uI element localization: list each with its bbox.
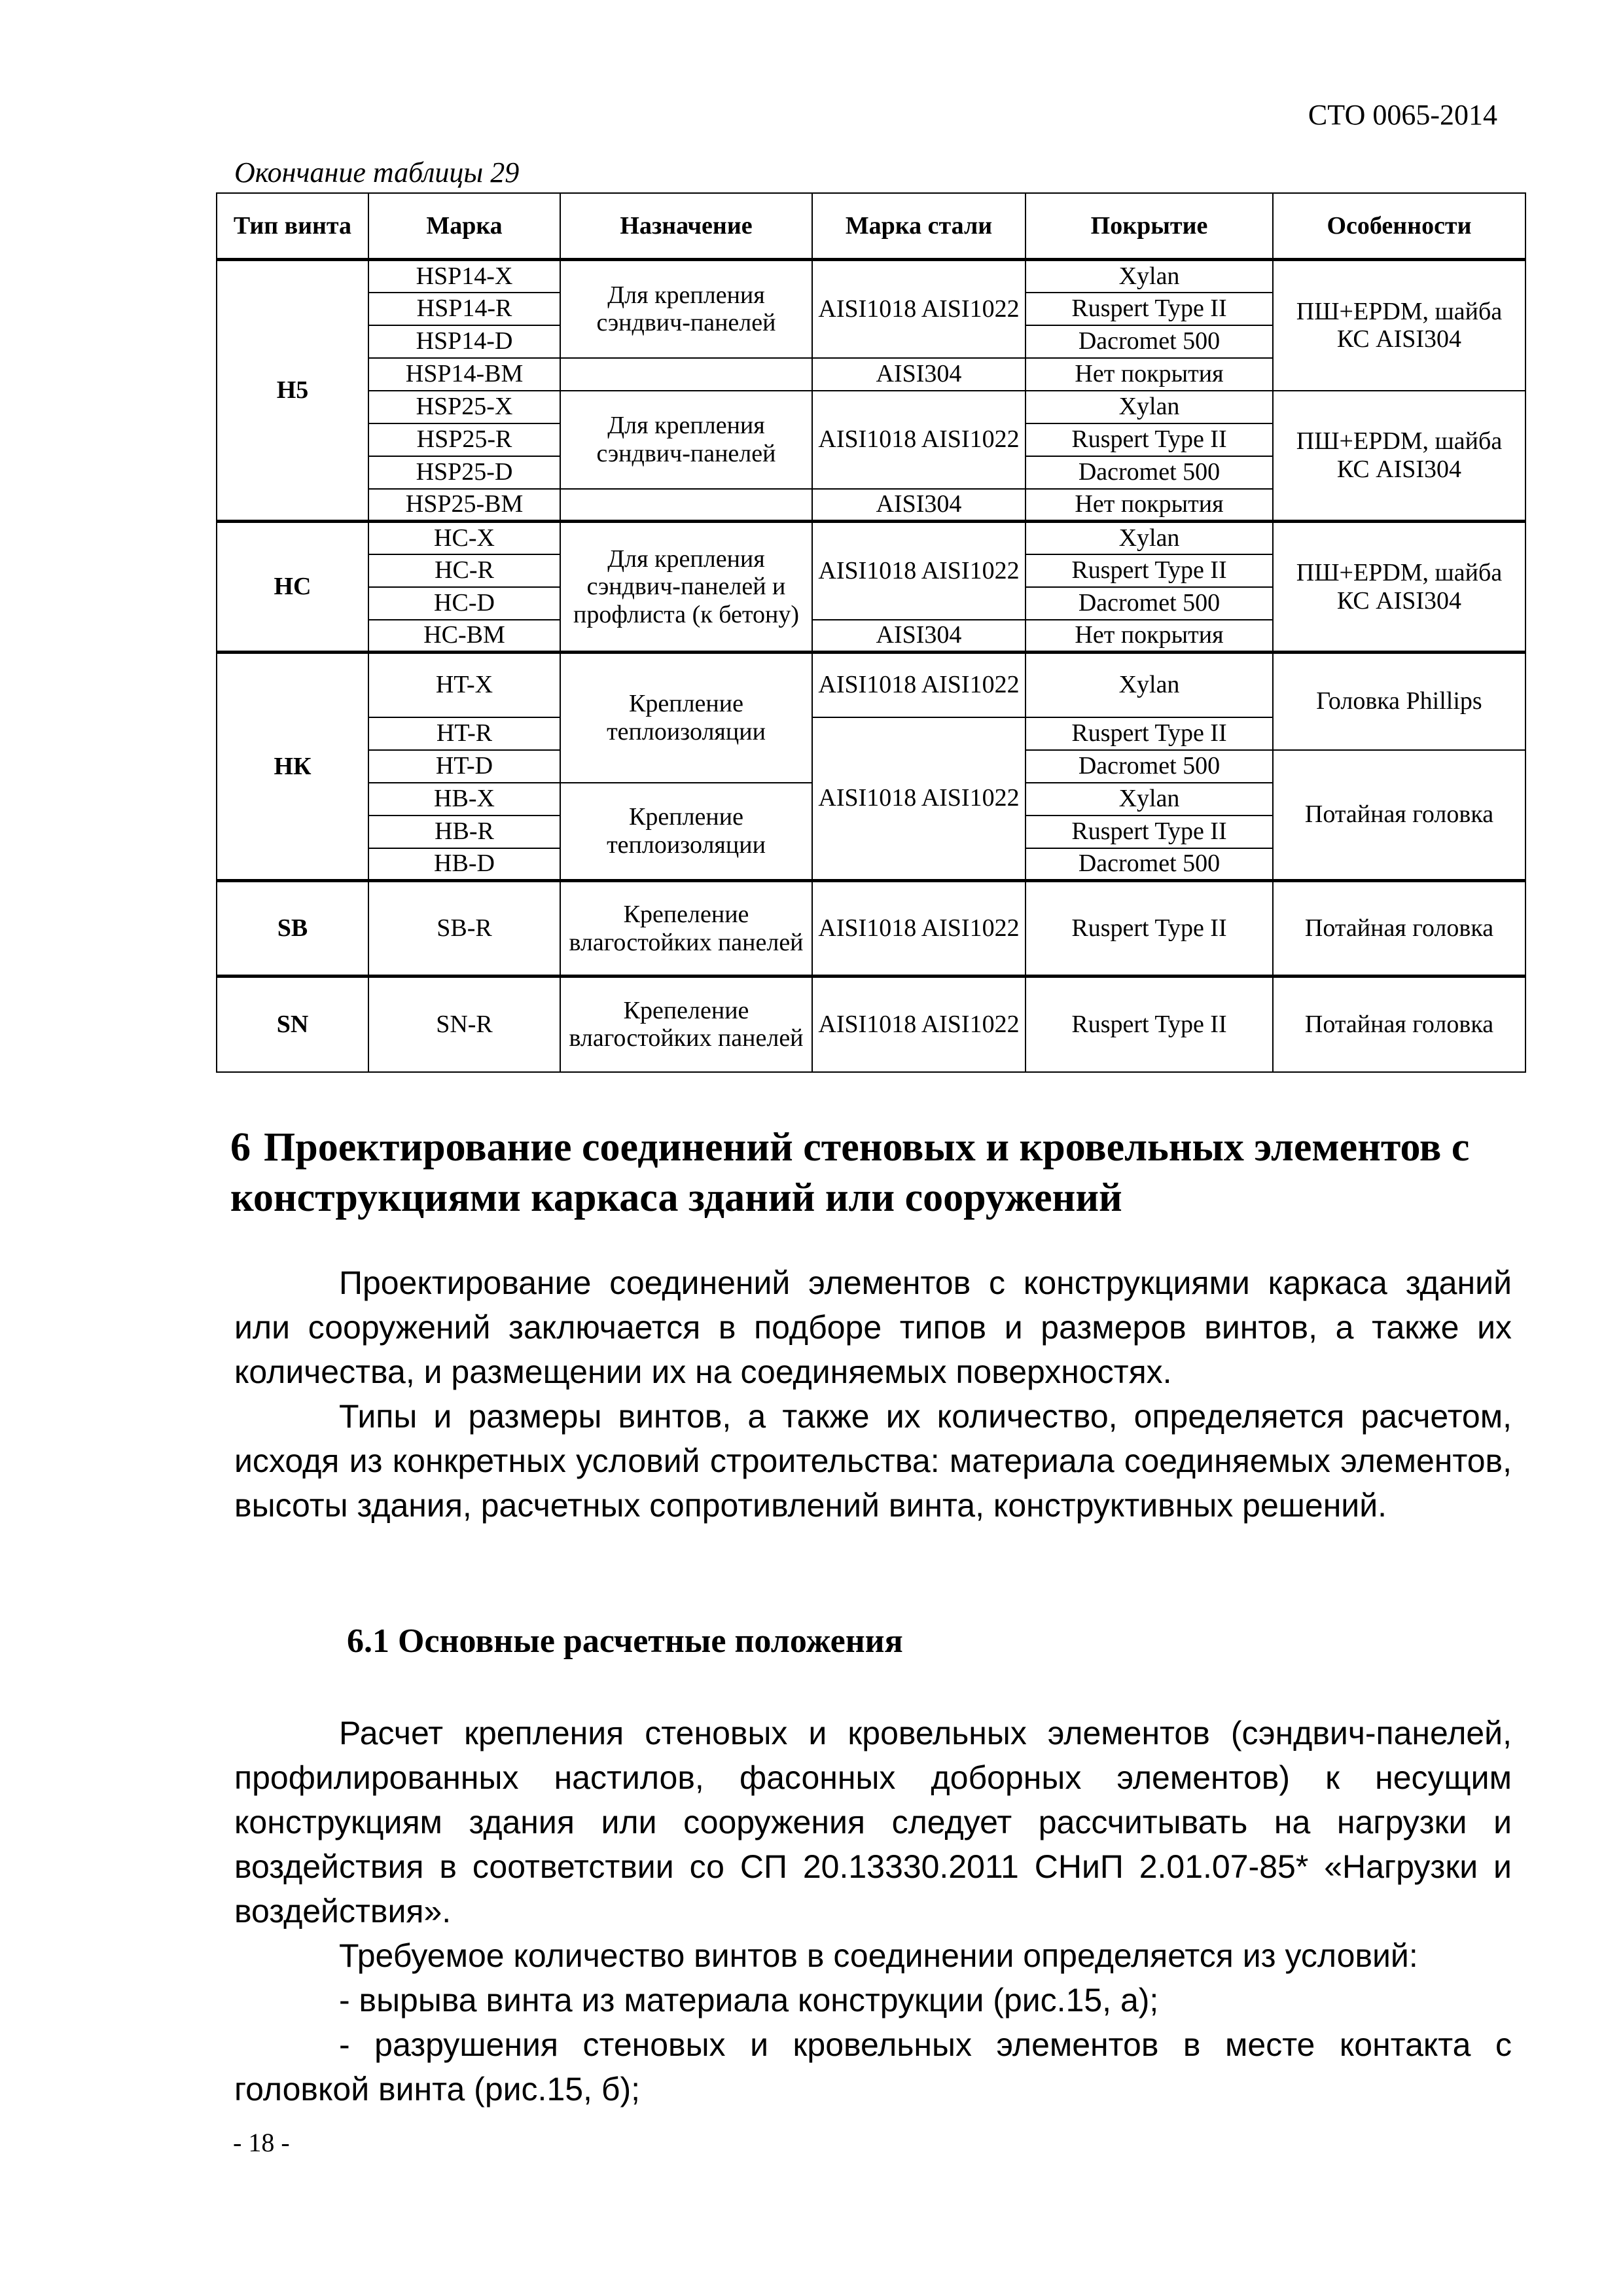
- steel-cell: AISI1018 AISI1022: [812, 260, 1026, 358]
- purpose-cell-empty: [560, 489, 812, 522]
- subsection-paragraph: Требуемое количество винтов в соединении определяется из условий:: [339, 1937, 1418, 1974]
- steel-cell: AISI1018 AISI1022: [812, 881, 1026, 977]
- screw-spec-table: [216, 192, 1526, 1073]
- screw-type-cell: SB: [217, 881, 368, 977]
- table-header-row: [217, 193, 1525, 260]
- steel-cell: AISI1018 AISI1022: [812, 522, 1026, 620]
- features-cell: Головка Phillips: [1273, 653, 1525, 750]
- document-code: СТО 0065-2014: [1308, 99, 1497, 131]
- header-steel-grade: Марка стали: [812, 193, 1026, 260]
- mark-cell: SB-R: [368, 881, 560, 977]
- table-row: [217, 260, 1525, 293]
- section-title-text: Проектирование соединений стеновых и кровельных элементов с конструкциями каркаса зданий или сооружений: [230, 1125, 1470, 1220]
- subsection-paragraph: Расчет крепления стеновых и кровельных элементов (сэндвич-панелей, профилированных настилов, фасонных доборных элементов) к несущим конструкциям здания или сооружения следует рассчитывать на нагрузки и воздействия в соответствии со СП 20.13330.2011 СНиП 2.01.07-85* «Нагрузки и воздействия».: [234, 1715, 1512, 1929]
- purpose-cell: Для крепления сэндвич-панелей: [560, 391, 812, 489]
- coating-cell: Dacromet 500: [1026, 325, 1273, 358]
- steel-cell: AISI304: [812, 489, 1026, 522]
- steel-cell: AISI1018 AISI1022: [812, 391, 1026, 489]
- header-mark: Марка: [368, 193, 560, 260]
- features-cell: ПШ+EPDM, шайба КС AISI304: [1273, 260, 1525, 391]
- mark-cell: HSP25-X: [368, 391, 560, 423]
- screw-type-cell: SN: [217, 977, 368, 1072]
- purpose-cell: Для крепления сэндвич-панелей и профлиста (к бетону): [560, 522, 812, 653]
- coating-cell: Xylan: [1026, 391, 1273, 423]
- coating-cell: Xylan: [1026, 522, 1273, 554]
- coating-cell: Dacromet 500: [1026, 587, 1273, 620]
- steel-cell: AISI1018 AISI1022: [812, 717, 1026, 881]
- steel-cell: AISI1018 AISI1022: [812, 653, 1026, 717]
- coating-cell: Xylan: [1026, 653, 1273, 717]
- mark-cell: HSP25-BM: [368, 489, 560, 522]
- coating-cell: Xylan: [1026, 783, 1273, 816]
- coating-cell: Ruspert Type II: [1026, 717, 1273, 750]
- coating-cell: Ruspert Type II: [1026, 816, 1273, 848]
- coating-cell: Ruspert Type II: [1026, 293, 1273, 325]
- table-row: [217, 391, 1525, 423]
- purpose-cell: Крепеление влагостойких панелей: [560, 977, 812, 1072]
- coating-cell: Ruspert Type II: [1026, 977, 1273, 1072]
- mark-cell: HC-X: [368, 522, 560, 554]
- table-row: [217, 653, 1525, 717]
- mark-cell: HSP25-R: [368, 423, 560, 456]
- coating-cell: Нет покрытия: [1026, 358, 1273, 391]
- mark-cell: HT-R: [368, 717, 560, 750]
- list-item: - вырыва винта из материала конструкции (рис.15, а);: [339, 1982, 1159, 2018]
- mark-cell: HC-D: [368, 587, 560, 620]
- mark-cell: HB-X: [368, 783, 560, 816]
- section-paragraph: Типы и размеры винтов, а также их количество, определяется расчетом, исходя из конкретных условий строительства: материала соединяемых элементов, высоты здания, расчетных сопротивлений винта, конструктивных решений.: [234, 1398, 1512, 1524]
- header-features: Особенности: [1273, 193, 1525, 260]
- table-row: [217, 522, 1525, 554]
- steel-cell: AISI1018 AISI1022: [812, 977, 1026, 1072]
- subsection-title: 6.1 Основные расчетные положения: [347, 1623, 903, 1660]
- features-cell: Потайная головка: [1273, 977, 1525, 1072]
- mark-cell: HT-D: [368, 750, 560, 783]
- section-title: [230, 1122, 1474, 1223]
- header-screw-type: Тип винта: [217, 193, 368, 260]
- coating-cell: Dacromet 500: [1026, 750, 1273, 783]
- screw-type-cell: Н5: [217, 260, 368, 522]
- table-caption: Окончание таблицы 29: [234, 156, 520, 188]
- purpose-cell: Крепеление влагостойких панелей: [560, 881, 812, 977]
- coating-cell: Нет покрытия: [1026, 620, 1273, 653]
- coating-cell: Dacromet 500: [1026, 456, 1273, 489]
- purpose-cell-empty: [560, 358, 812, 391]
- coating-cell: Xylan: [1026, 260, 1273, 293]
- header-purpose: Назначение: [560, 193, 812, 260]
- screw-type-cell: НК: [217, 653, 368, 881]
- mark-cell: HSP14-R: [368, 293, 560, 325]
- mark-cell: HB-R: [368, 816, 560, 848]
- coating-cell: Ruspert Type II: [1026, 423, 1273, 456]
- features-cell: Потайная головка: [1273, 881, 1525, 977]
- features-cell: Потайная головка: [1273, 750, 1525, 881]
- coating-cell: Ruspert Type II: [1026, 881, 1273, 977]
- coating-cell: Dacromet 500: [1026, 848, 1273, 881]
- coating-cell: Нет покрытия: [1026, 489, 1273, 522]
- screw-type-cell: НС: [217, 522, 368, 653]
- steel-cell: AISI304: [812, 358, 1026, 391]
- mark-cell: HSP25-D: [368, 456, 560, 489]
- table-row: [217, 977, 1525, 1072]
- mark-cell: HC-R: [368, 554, 560, 587]
- header-coating: Покрытие: [1026, 193, 1273, 260]
- mark-cell: HB-D: [368, 848, 560, 881]
- purpose-cell: Крепление теплоизоляции: [560, 653, 812, 783]
- mark-cell: SN-R: [368, 977, 560, 1072]
- section-paragraph: Проектирование соединений элементов с конструкциями каркаса зданий или сооружений заключается в подборе типов и размеров винтов, а также их количества, и размещении их на соединяемых поверхностях.: [234, 1265, 1512, 1390]
- features-cell: ПШ+EPDM, шайба КС AISI304: [1273, 391, 1525, 522]
- list-item: - разрушения стеновых и кровельных элементов в месте контакта с головкой винта (рис.15, б);: [234, 2026, 1512, 2108]
- steel-cell: AISI304: [812, 620, 1026, 653]
- mark-cell: HT-X: [368, 653, 560, 717]
- mark-cell: HSP14-D: [368, 325, 560, 358]
- mark-cell: HSP14-BM: [368, 358, 560, 391]
- purpose-cell: Крепление теплоизоляции: [560, 783, 812, 881]
- page-number: - 18 -: [233, 2128, 290, 2157]
- features-cell: ПШ+EPDM, шайба КС AISI304: [1273, 522, 1525, 653]
- coating-cell: Ruspert Type II: [1026, 554, 1273, 587]
- table-row: [217, 881, 1525, 977]
- section-number: 6: [230, 1125, 251, 1170]
- mark-cell: HSP14-X: [368, 260, 560, 293]
- mark-cell: HC-BM: [368, 620, 560, 653]
- purpose-cell: Для крепления сэндвич-панелей: [560, 260, 812, 358]
